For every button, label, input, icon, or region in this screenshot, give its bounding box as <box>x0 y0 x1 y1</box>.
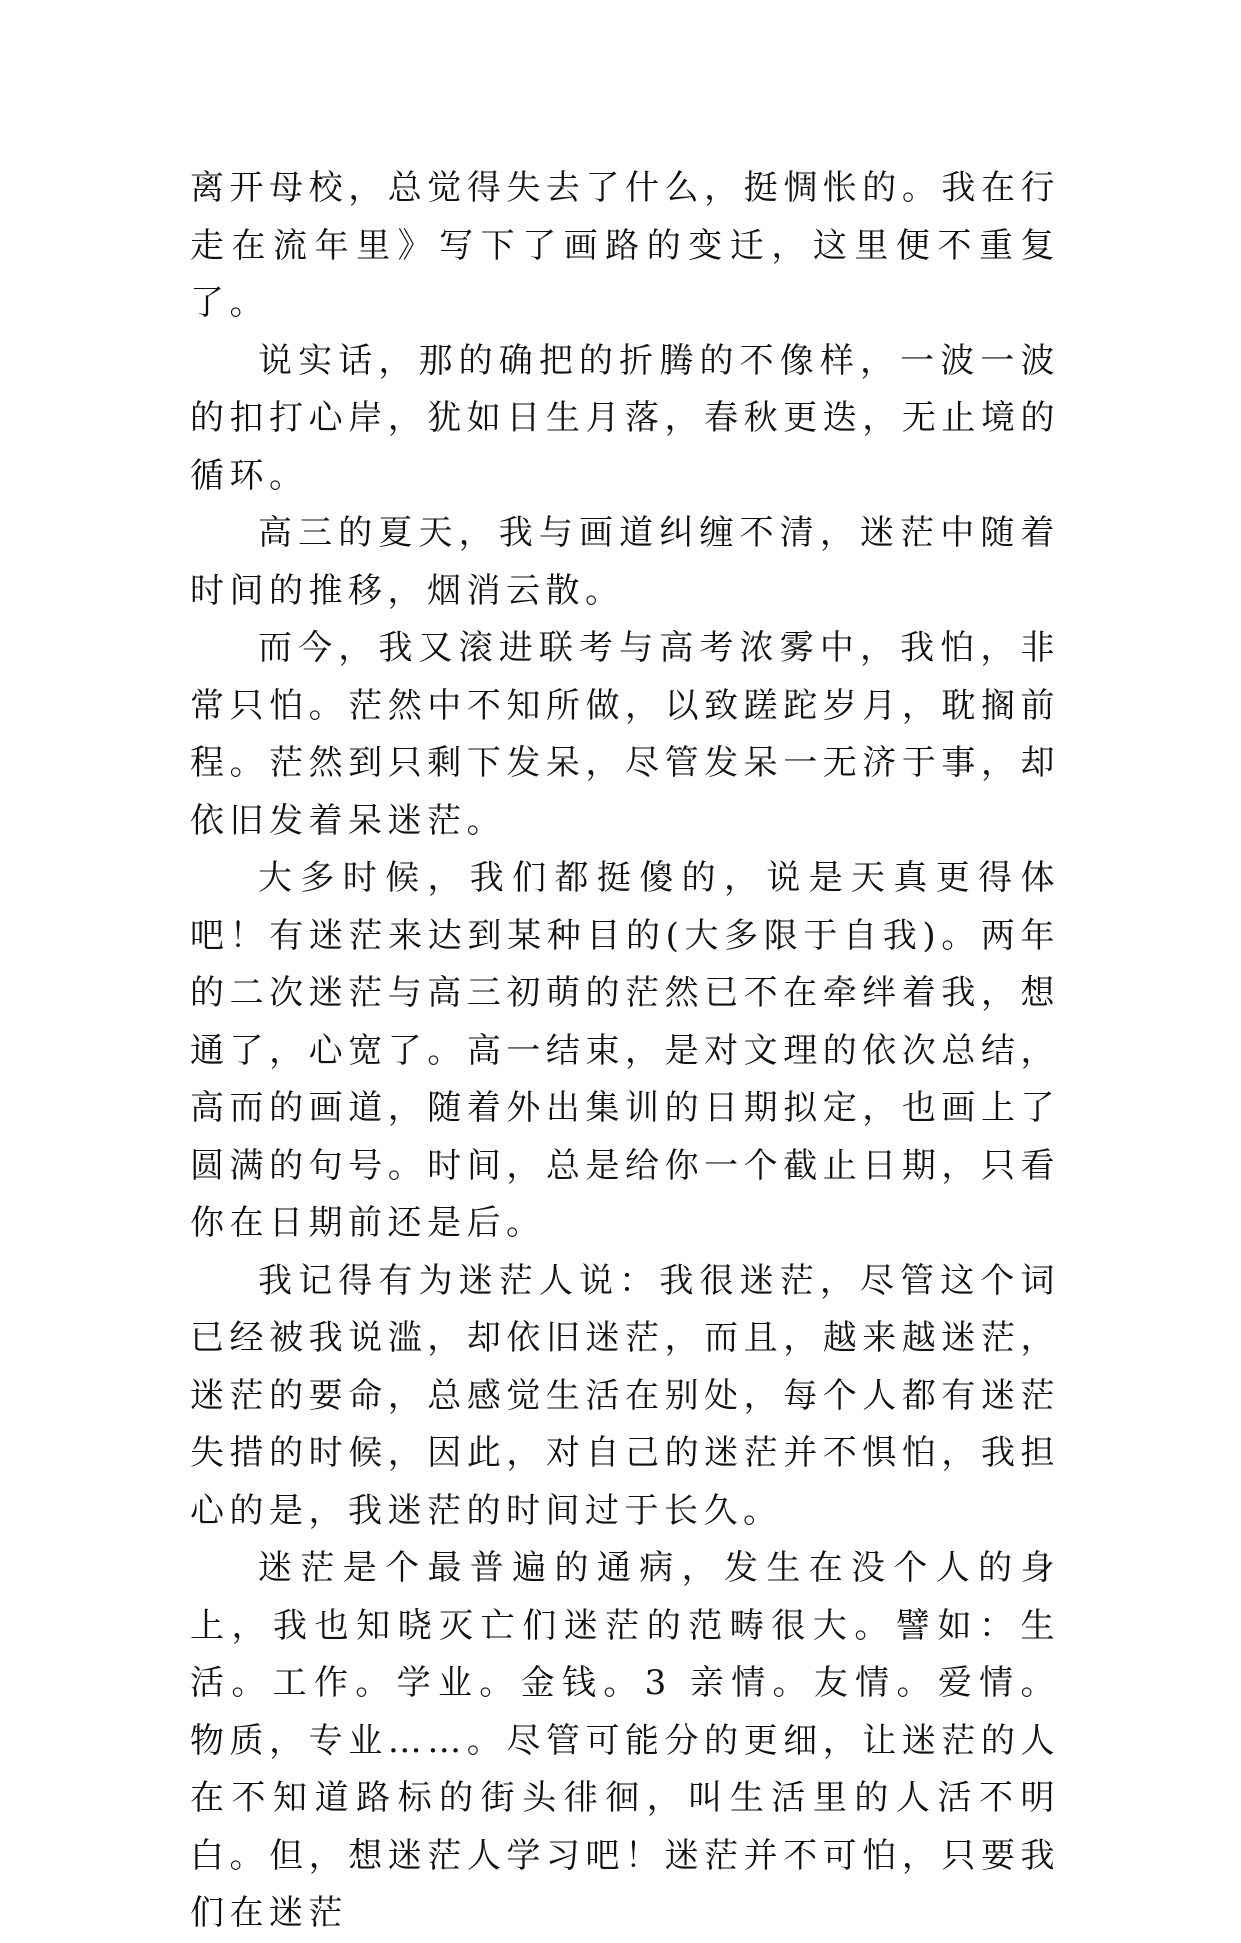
paragraph-2: 说实话，那的确把的折腾的不像样，一波一波的扣打心岸，犹如日生月落，春秋更迭，无止境的循环。 <box>190 340 1060 496</box>
paragraph-5: 大多时候，我们都挺傻的，说是天真更得体吧！有迷茫来达到某种目的(大多限于自我)。两年的二次迷茫与高三初萌的茫然已不在牵绊着我，想通了，心宽了。高一结束，是对文理的依次总结，高而的画道，随着外出集训的日期拟定，也画上了圆满的句号。时间，总是给你一个截止日期，只看你在日期前还是后。 <box>190 858 1060 1243</box>
paragraph-1: 离开母校，总觉得失去了什么，挺惆怅的。我在行走在流年里》写下了画路的变迁，这里便不重复了。 <box>190 168 1060 323</box>
document-page <box>190 160 1060 1943</box>
paragraph-4: 而今，我又滚进联考与高考浓雾中，我怕，非常只怕。茫然中不知所做，以致蹉跎岁月，耽搁前程。茫然到只剩下发呆，尽管发呆一无济于事，却依旧发着呆迷茫。 <box>190 628 1060 841</box>
paragraph-7: 迷茫是个最普遍的通病，发生在没个人的身上，我也知晓灭亡们迷茫的范畴很大。譬如：生活。工作。学业。金钱。3 亲情。友情。爱情。物质，专业……。尽管可能分的更细，让迷茫的人在不知道路标的街头徘徊，叫生活里的人活不明白。但，想迷茫人学习吧！迷茫并不可怕，只要我们在迷茫 <box>190 1548 1060 1933</box>
paragraph-3: 高三的夏天，我与画道纠缠不清，迷茫中随着时间的推移，烟消云散。 <box>190 513 1060 611</box>
paragraph-6: 我记得有为迷茫人说：我很迷茫，尽管这个词已经被我说滥，却依旧迷茫，而且，越来越迷茫，迷茫的要命，总感觉生活在别处，每个人都有迷茫失措的时候，因此，对自己的迷茫并不惧怕，我担心的是，我迷茫的时间过于长久。 <box>190 1260 1060 1531</box>
